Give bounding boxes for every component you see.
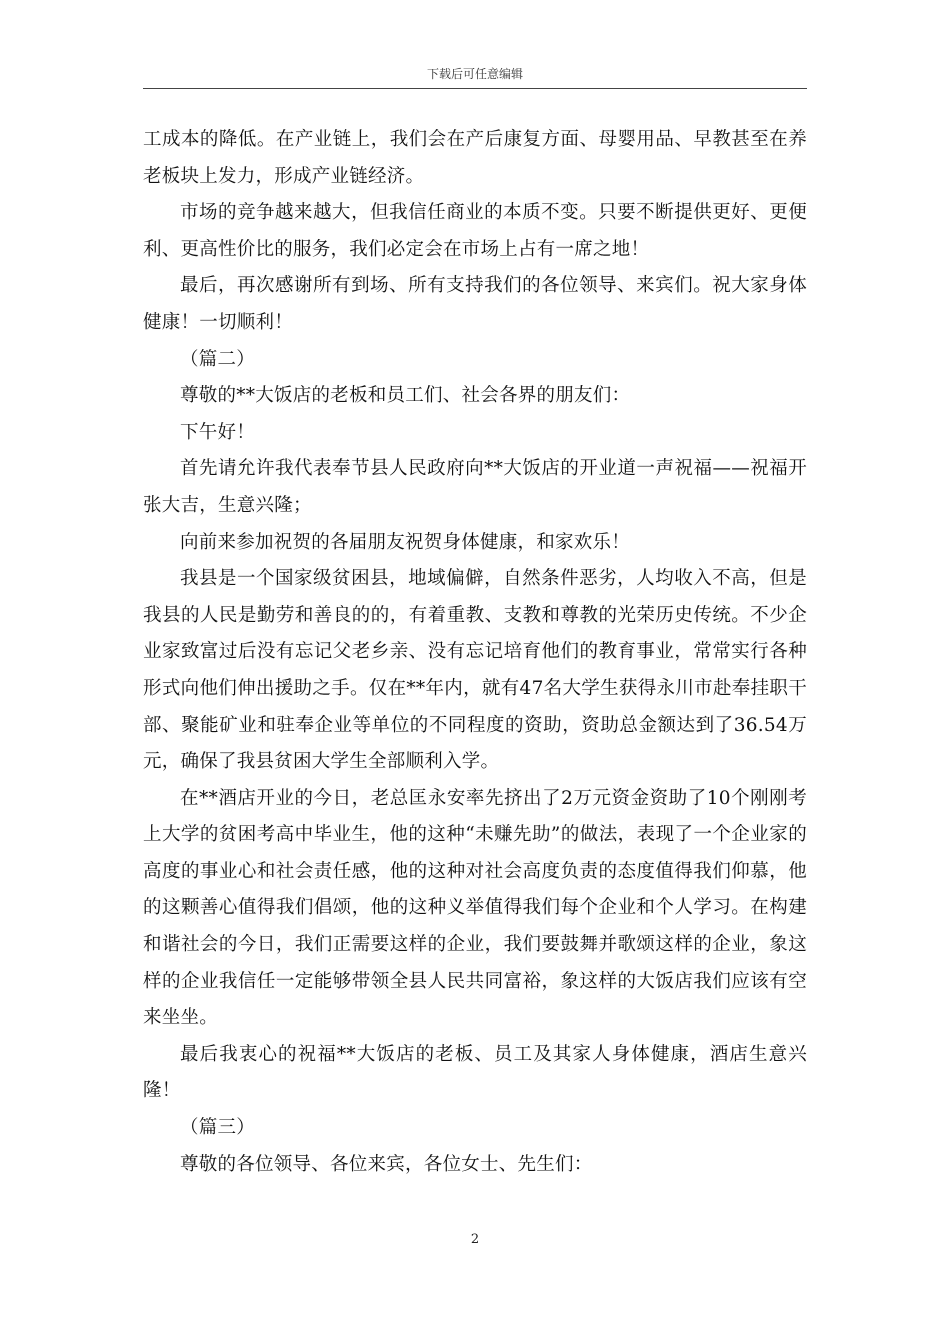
paragraph: 向前来参加祝贺的各届朋友祝贺身体健康，和家欢乐！ (180, 531, 631, 553)
paragraph-continuation: 工成本的降低。在产业链上，我们会在产后康复方面、母婴用品、早教甚至在养老板块上发力，形成产业链经济。 (143, 129, 807, 187)
paragraph: 市场的竞争越来越大，但我信任商业的本质不变。只要不断提供更好、更便利、更高性价比的服务，我们必定会在市场上占有一席之地！ (143, 202, 807, 260)
page-header: 下载后可任意编辑 (426, 67, 523, 81)
document-body (143, 122, 807, 1183)
section-heading: （篇二） (180, 348, 256, 370)
section-heading: （篇三） (180, 1117, 256, 1139)
paragraph: 首先请允许我代表奉节县人民政府向**大饭店的开业道一声祝福——祝福开张大吉，生意兴隆； (143, 458, 807, 516)
paragraph: 最后我衷心的祝福**大饭店的老板、员工及其家人身体健康，酒店生意兴隆！ (143, 1043, 807, 1102)
greeting: 下午好！ (180, 421, 256, 443)
paragraph: 在**酒店开业的今日，老总匡永安率先挤出了2万元资金资助了10个刚刚考上大学的贫困考高中毕业生，他的这种“未赚先助”的做法，表现了一个企业家的高度的事业心和社会责任感，他的这种对社会高度负责的态度值得我们仰慕，他的这颗善心值得我们倡颂，他的这种义举值得我们每个企业和个人学习。在构建和谐社会的今日，我们正需要这样的企业，我们要鼓舞并歌颂这样的企业，象这样的企业我信任一定能够带领全县人民共同富裕，象这样的大饭店我们应该有空来坐坐。 (143, 787, 807, 1029)
page-number: 2 (470, 1232, 480, 1247)
paragraph: 最后，再次感谢所有到场、所有支持我们的各位领导、来宾们。祝大家身体健康！一切顺利！ (143, 275, 807, 333)
header-divider (143, 88, 807, 89)
salutation: 尊敬的各位领导、各位来宾，各位女士、先生们： (180, 1153, 593, 1175)
salutation: 尊敬的**大饭店的老板和员工们、社会各界的朋友们： (180, 385, 631, 407)
paragraph: 我县是一个国家级贫困县，地域偏僻，自然条件恶劣，人均收入不高，但是我县的人民是勤劳和善良的的，有着重教、支教和尊教的光荣历史传统。不少企业家致富过后没有忘记父老乡亲、没有忘记培育他们的教育事业，常常实行各种形式向他们伸出援助之手。仅在**年内，就有47名大学生获得永川市赴奉挂职干部、聚能矿业和驻奉企业等单位的不同程度的资助，资助总金额达到了36.54万元，确保了我县贫困大学生全部顺利入学。 (143, 568, 807, 773)
